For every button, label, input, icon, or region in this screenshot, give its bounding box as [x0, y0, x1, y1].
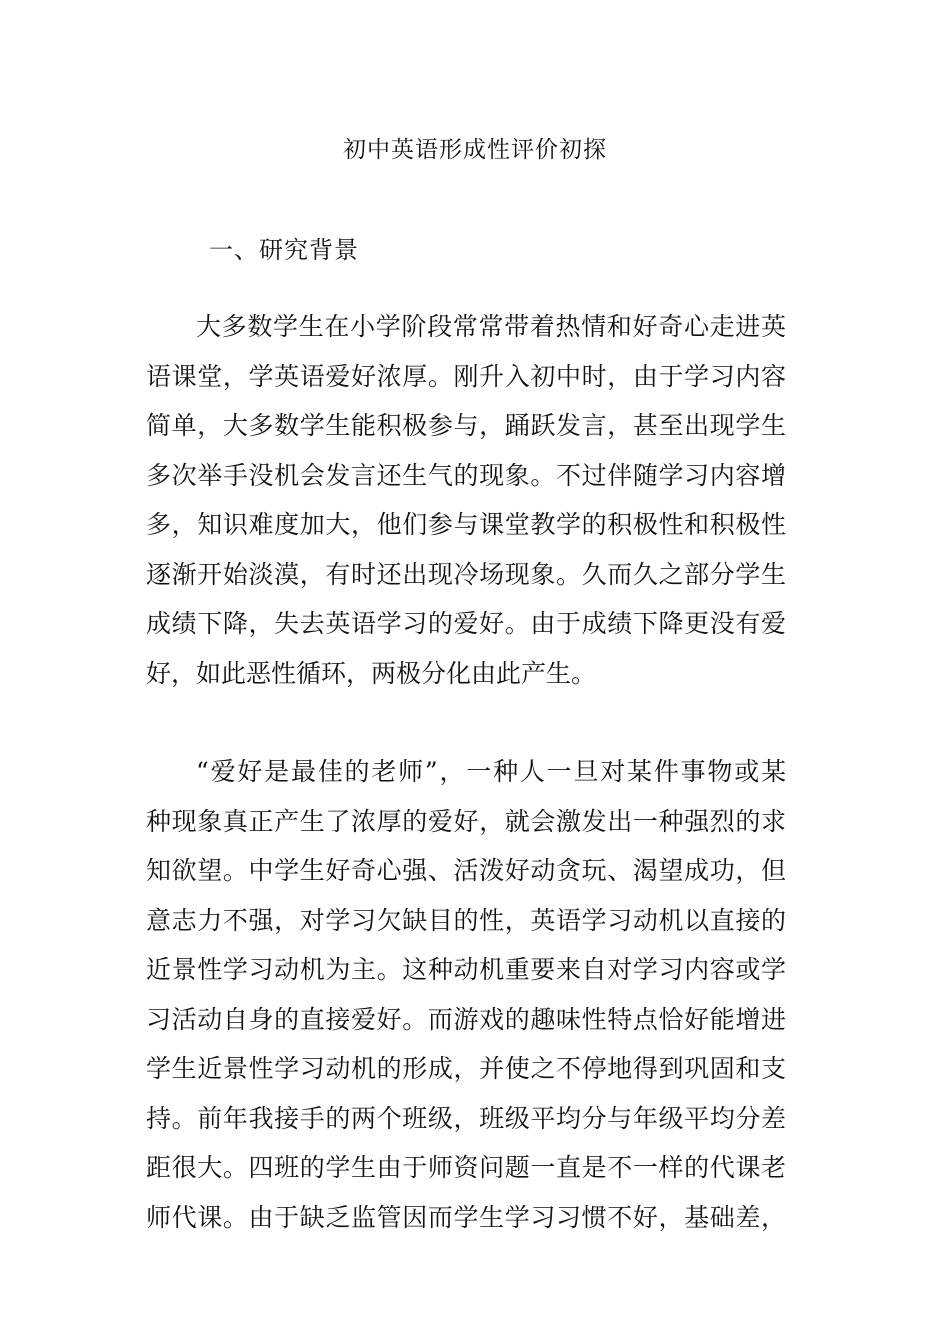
paragraph-line: 持。前年我接手的两个班级，班级平均分与年级平均分差: [146, 1103, 786, 1133]
paragraph-line: 语课堂，学英语爱好浓厚。刚升入初中时，由于学习内容: [146, 361, 786, 391]
paragraph-line: 习活动自身的直接爱好。而游戏的趣味性特点恰好能增进: [146, 1004, 786, 1034]
paragraph-line: 多，知识难度加大，他们参与课堂教学的积极性和积极性: [146, 510, 786, 539]
paragraph-line: 师代课。由于缺乏监管因而学生学习习惯不好，基础差，: [146, 1202, 786, 1232]
paragraph-line: 多次举手没机会发言还生气的现象。不过伴随学习内容增: [146, 460, 786, 490]
paragraph-line: 意志力不强，对学习欠缺目的性，英语学习动机以直接的: [146, 905, 786, 935]
paragraph-line: 逐渐开始淡漠，有时还出现冷场现象。久而久之部分学生: [146, 559, 786, 589]
paragraph-1: [146, 302, 786, 698]
paragraph-line: 种现象真正产生了浓厚的爱好，就会激发出一种强烈的求: [146, 806, 786, 836]
paragraph-line: “爱好是最佳的老师”，一种人一旦对某件事物或某: [196, 757, 786, 786]
paragraph-2: [146, 747, 786, 1242]
document-title: 初中英语形成性评价初探: [343, 137, 607, 163]
paragraph-line: 距很大。四班的学生由于师资问题一直是不一样的代课老: [146, 1153, 786, 1182]
paragraph-line: 成绩下降，失去英语学习的爱好。由于成绩下降更没有爱: [146, 609, 786, 638]
paragraph-line: 好，如此恶性循环，两极分化由此产生。: [146, 658, 597, 688]
section-heading: 一、研究背景: [209, 236, 359, 264]
paragraph-line: 学生近景性学习动机的形成，并使之不停地得到巩固和支: [146, 1054, 786, 1083]
paragraph-line: 大多数学生在小学阶段常常带着热情和好奇心走进英: [196, 312, 786, 341]
paragraph-line: 知欲望。中学生好奇心强、活泼好动贪玩、渴望成功，但: [146, 856, 786, 885]
paragraph-line: 简单，大多数学生能积极参与，踊跃发言，甚至出现学生: [146, 411, 786, 440]
paragraph-line: 近景性学习动机为主。这种动机重要来自对学习内容或学: [146, 955, 786, 984]
